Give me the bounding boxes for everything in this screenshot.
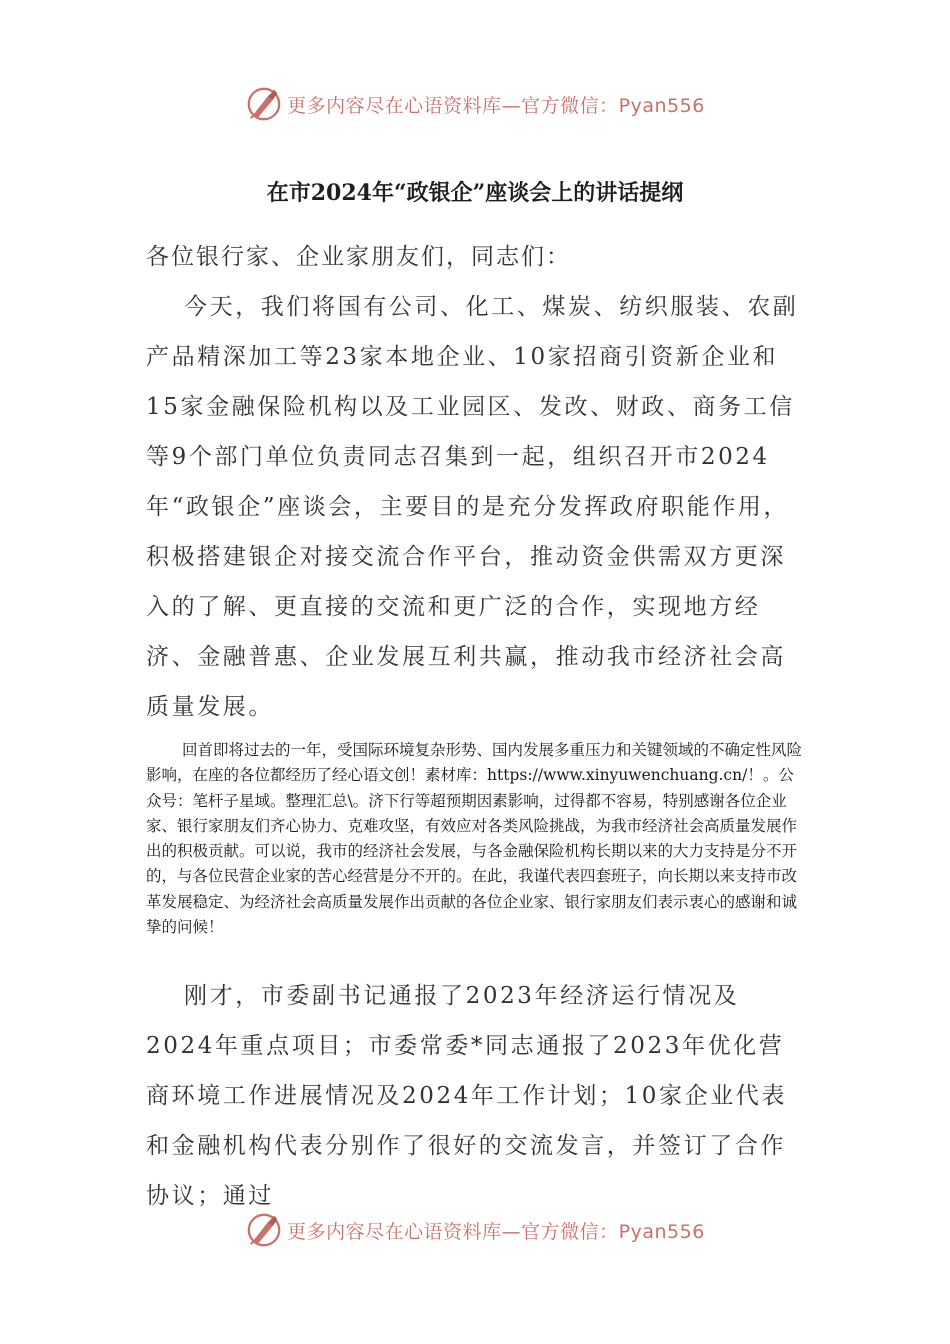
salutation: 各位银行家、企业家朋友们，同志们： (146, 244, 571, 270)
brush-logo-icon (245, 85, 283, 123)
document-title: 在市2024年“政银企”座谈会上的讲话提纲 (266, 180, 684, 206)
footer-banner-text: 更多内容尽在心语资料库—官方微信：Pyan556 (287, 1220, 705, 1243)
paragraph-opening: 今天，我们将国有公司、化工、煤炭、纺织服装、农副产品精深加工等23家本地企业、10家招商引资新企业和15家金融保险机构以及工业园区、发改、财政、商务工信等9个部门单位负责同志召集到一起，组织召开市2024年“政银企”座谈会，主要目的是充分发挥政府职能作用，积极搭建银企对接交流合作平台，推动资金供需双方更深入的了解、更直接的交流和更广泛的合作，实现地方经济、金融普惠、企业发展互利共赢，推动我市经济社会高质量发展。 (146, 294, 799, 720)
brush-logo-icon (245, 1211, 283, 1249)
header-banner-text: 更多内容尽在心语资料库—官方微信：Pyan556 (287, 94, 705, 117)
paragraph-briefing: 刚才，市委副书记通报了2023年经济运行情况及2024年重点项目；市委常委*同志通报了2023年优化营商环境工作进展情况及2024年工作计划；10家企业代表和金融机构代表分别作了很好的交流发言，并签订了合作协议；通过 (146, 983, 787, 1209)
header-banner (0, 84, 950, 124)
paragraph-review: 回首即将过去的一年，受国际环境复杂形势、国内发展多重压力和关键领域的不确定性风险影响，在座的各位都经历了经心语文创！素材库：https://www.xinyuwenchuang.cn/！。公众号：笔杆子星域。整理汇总\。济下行等超预期因素影响，过得都不容易，特别感谢各位企业家、银行家朋友们齐心协力、克难攻坚，有效应对各类风险挑战，为我市经济社会高质量发展作出的积极贡献。可以说，我市的经济社会发展，与各金融保险机构长期以来的大力支持是分不开的，与各位民营企业家的苦心经营是分不开的。在此，我谨代表四套班子，向长期以来支持市改革发展稳定、为经济社会高质量发展作出贡献的各位企业家、银行家朋友们表示衷心的感谢和诚挚的问候！ (146, 741, 803, 937)
footer-banner (0, 1210, 950, 1250)
